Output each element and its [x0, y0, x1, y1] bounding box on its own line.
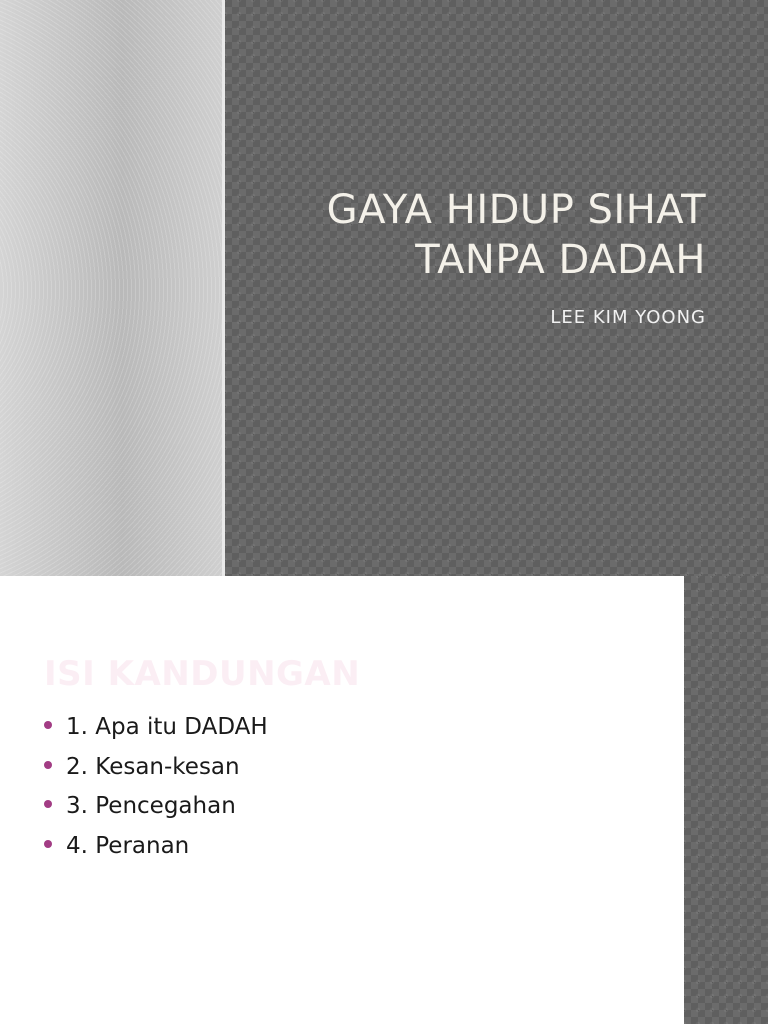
list-item-label: 3. Pencegahan — [66, 793, 236, 819]
bullet-icon — [44, 840, 52, 848]
diamond-pattern-panel — [225, 0, 768, 576]
slide-title-line-2: TANPA DADAH — [415, 237, 706, 283]
contents-heading: ISI KANDUNGAN — [44, 654, 361, 694]
bullet-icon — [44, 800, 52, 808]
list-item-label: 2. Kesan-kesan — [66, 753, 240, 780]
list-item — [44, 833, 268, 873]
list-item — [44, 714, 268, 754]
contents-list — [44, 714, 268, 872]
list-item-label: 1. Apa itu DADAH — [66, 714, 268, 740]
list-item — [44, 754, 268, 794]
list-item — [44, 793, 268, 833]
left-gradient-panel — [0, 0, 222, 576]
bullet-icon — [44, 721, 52, 729]
slide-title-line-1: GAYA HIDUP SIHAT — [326, 187, 706, 233]
title-block — [327, 185, 706, 328]
slide-subtitle: LEE KIM YOONG — [550, 307, 706, 328]
diamond-pattern-strip — [684, 576, 768, 1024]
contents-slide — [0, 576, 768, 1024]
list-item-label: 4. Peranan — [66, 832, 190, 859]
bullet-icon — [44, 761, 52, 769]
